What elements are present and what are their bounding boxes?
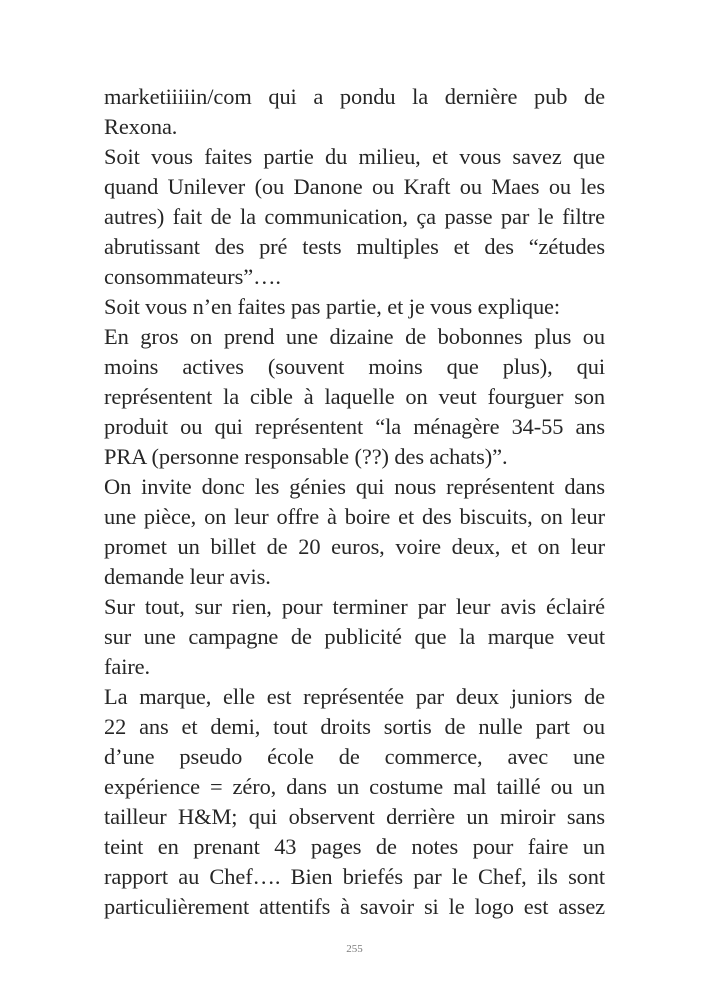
text-line: représentent la cible à laquelle on veut fourguer son bbox=[104, 384, 605, 409]
text-line: particulièrement attentifs à savoir si le logo est assez bbox=[104, 894, 605, 919]
paragraph-4 bbox=[104, 322, 605, 472]
text-line: autres) fait de la communication, ça passe par le filtre bbox=[104, 204, 605, 229]
text-line: 22 ans et demi, tout droits sortis de nulle part ou bbox=[104, 714, 605, 739]
text-line: Rexona. bbox=[104, 114, 178, 139]
paragraph-6 bbox=[104, 592, 605, 682]
text-line: faire. bbox=[104, 654, 151, 679]
text-line: La marque, elle est représentée par deux juniors de bbox=[104, 684, 605, 709]
paragraph-3 bbox=[104, 292, 605, 322]
page-number: 255 bbox=[346, 943, 363, 955]
text-line: expérience = zéro, dans un costume mal taillé ou un bbox=[104, 774, 605, 799]
text-line: d’une pseudo école de commerce, avec une bbox=[104, 744, 605, 769]
text-line: Soit vous faites partie du milieu, et vous savez que bbox=[104, 144, 605, 169]
text-line: On invite donc les génies qui nous représentent dans bbox=[104, 474, 605, 499]
text-line: abrutissant des pré tests multiples et des “zétudes bbox=[104, 234, 605, 259]
text-line: promet un billet de 20 euros, voire deux, et on leur bbox=[104, 534, 605, 559]
text-line: Sur tout, sur rien, pour terminer par leur avis éclairé bbox=[104, 594, 605, 619]
page-body bbox=[104, 82, 605, 922]
text-line: demande leur avis. bbox=[104, 564, 271, 589]
text-line: tailleur H&M; qui observent derrière un miroir sans bbox=[104, 804, 605, 829]
text-line: marketiiiiin/com qui a pondu la dernière pub de bbox=[104, 84, 605, 109]
text-line: teint en prenant 43 pages de notes pour faire un bbox=[104, 834, 605, 859]
text-line: sur une campagne de publicité que la marque veut bbox=[104, 624, 605, 649]
text-line: une pièce, on leur offre à boire et des biscuits, on leur bbox=[104, 504, 605, 529]
paragraph-2 bbox=[104, 142, 605, 292]
text-line: consommateurs”…. bbox=[104, 264, 281, 289]
paragraph-5 bbox=[104, 472, 605, 592]
text-line: En gros on prend une dizaine de bobonnes plus ou bbox=[104, 324, 605, 349]
paragraph-1 bbox=[104, 82, 605, 142]
text-line: PRA (personne responsable (??) des achats)”. bbox=[104, 444, 508, 469]
text-line: Soit vous n’en faites pas partie, et je vous explique: bbox=[104, 294, 560, 319]
paragraph-7 bbox=[104, 682, 605, 922]
text-line: quand Unilever (ou Danone ou Kraft ou Maes ou les bbox=[104, 174, 605, 199]
text-line: produit ou qui représentent “la ménagère 34-55 ans bbox=[104, 414, 605, 439]
text-line: rapport au Chef…. Bien briefés par le Chef, ils sont bbox=[104, 864, 605, 889]
text-line: moins actives (souvent moins que plus), qui bbox=[104, 354, 605, 379]
